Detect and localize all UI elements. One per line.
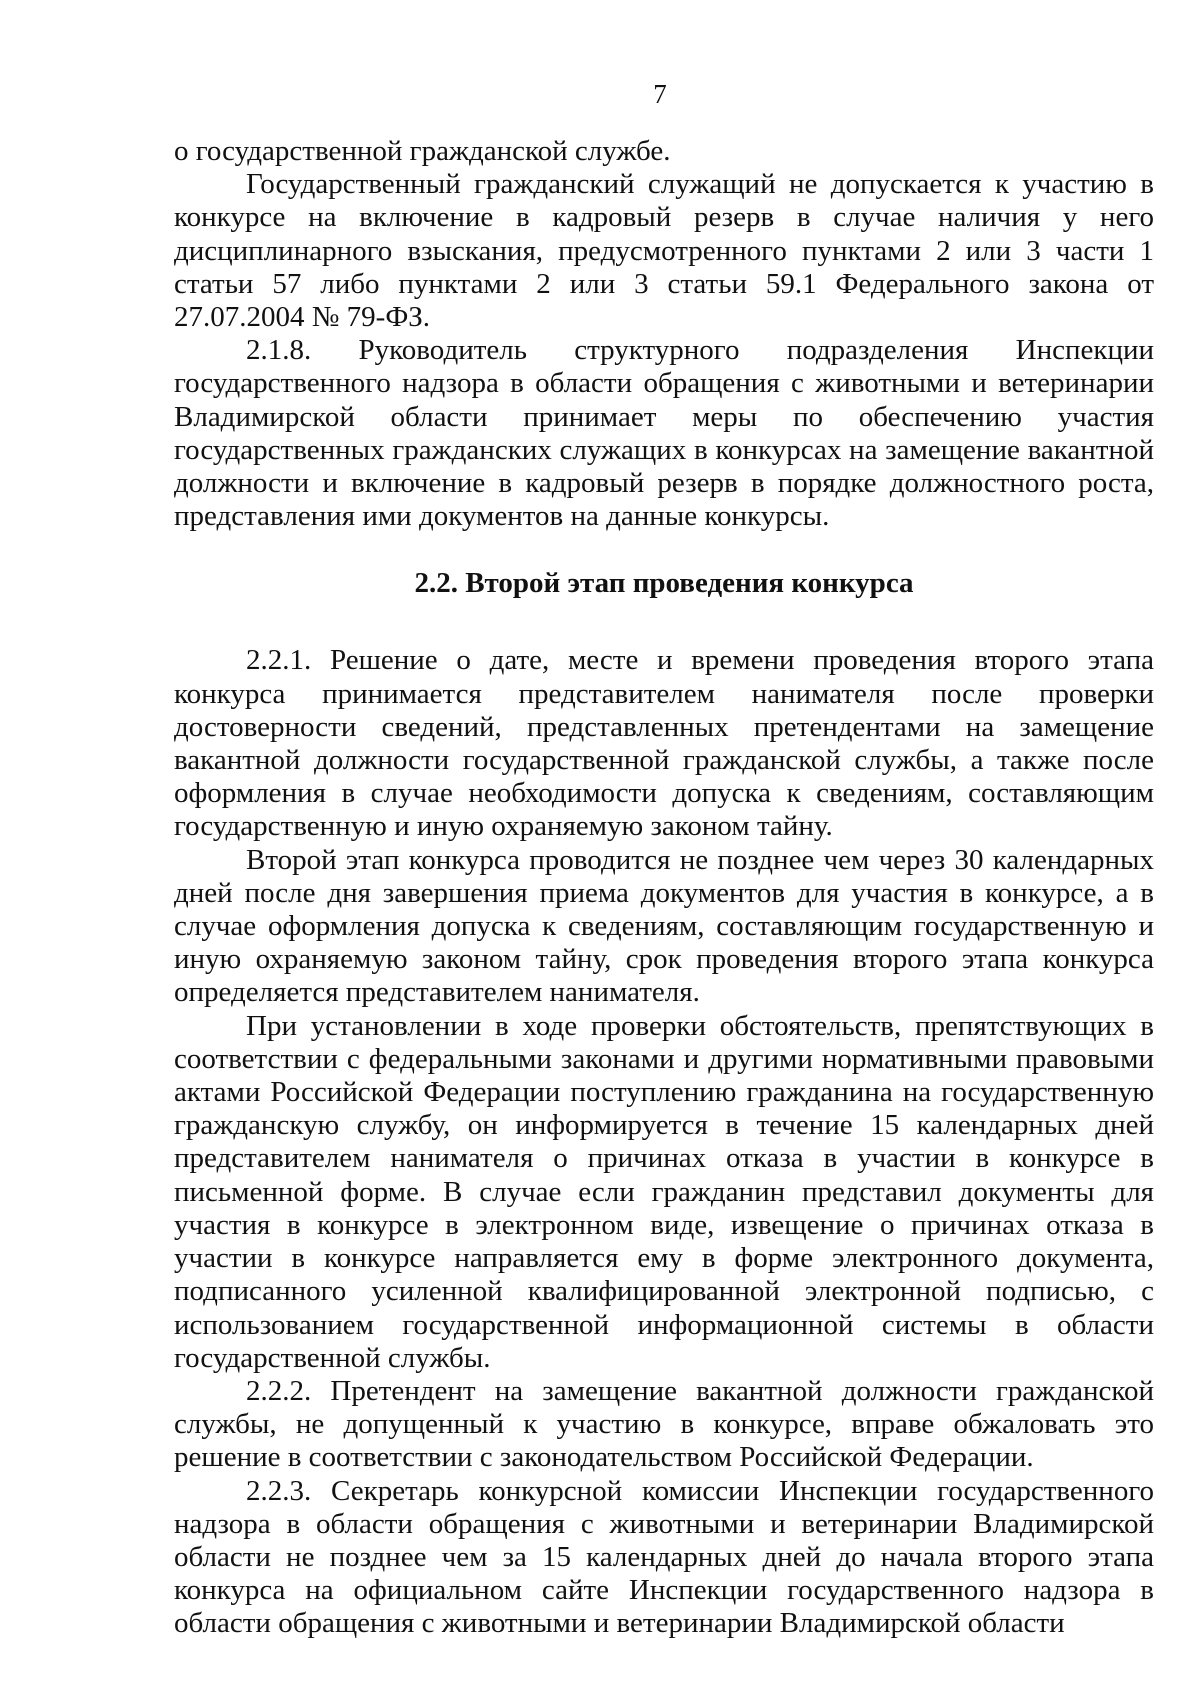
paragraph-2-1-8: 2.1.8. Руководитель структурного подразделения Инспекции государственного надзора в области обращения с животными и ветеринарии Владимирской области принимает меры по обеспечению участия государственных гражданских служащих в конкурсах на замещение вакантной должности и включение в кадровый резерв в порядке должностного роста, представления ими документов на данные конкурсы. <box>174 334 1154 533</box>
paragraph-second-stage-timing: Второй этап конкурса проводится не позднее чем через 30 календарных дней после дня завершения приема документов для участия в конкурсе, а в случае оформления допуска к сведениям, составляющим государственную и иную охраняемую законом тайну, срок проведения второго этапа конкурса определяется представителем нанимателя. <box>174 843 1154 1009</box>
paragraph-2-2-2: 2.2.2. Претендент на замещение вакантной должности гражданской службы, не допущенный к участию в конкурсе, вправе обжаловать это решение в соответствии с законодательством Российской Федерации. <box>174 1374 1154 1474</box>
paragraph-2-2-3: 2.2.3. Секретарь конкурсной комиссии Инспекции государственного надзора в области обращения с животными и ветеринарии Владимирской области не позднее чем за 15 календарных дней до начала второго этапа конкурса на официальном сайте Инспекции государственного надзора в области обращения с животными и ветеринарии Владимирской области <box>174 1474 1154 1640</box>
paragraph-continuation: о государственной гражданской службе. <box>174 135 671 167</box>
paragraph-civil-servant-restriction: Государственный гражданский служащий не допускается к участию в конкурсе на включение в кадровый резерв в случае наличия у него дисциплинарного взыскания, предусмотренного пунктами 2 или 3 части 1 статьи 57 либо пунктами 2 или 3 статьи 59.1 Федерального закона от 27.07.2004 № 79-ФЗ. <box>174 168 1154 334</box>
document-body <box>174 135 1154 1641</box>
paragraph-2-2-1: 2.2.1. Решение о дате, месте и времени проведения второго этапа конкурса принимается представителем нанимателя после проверки достоверности сведений, представленных претендентами на замещение вакантной должности государственной гражданской службы, а также после оформления в случае необходимости допуска к сведениям, составляющим государственную и иную охраняемую законом тайну. <box>174 644 1154 843</box>
paragraph-refusal-notification: При установлении в ходе проверки обстоятельств, препятствующих в соответствии с федеральными законами и другими нормативными правовыми актами Российской Федерации поступлению гражданина на государственную гражданскую службу, он информируется в течение 15 календарных дней представителем нанимателя о причинах отказа в участии в конкурсе в письменной форме. В случае если гражданин представил документы для участия в конкурсе в электронном виде, извещение о причинах отказа в участии в конкурсе направляется ему в форме электронного документа, подписанного усиленной квалифицированной электронной подписью, с использованием государственной информационной системы в области государственной службы. <box>174 1009 1154 1374</box>
page-number: 7 <box>653 79 667 109</box>
section-heading: 2.2. Второй этап проведения конкурса <box>414 567 914 600</box>
